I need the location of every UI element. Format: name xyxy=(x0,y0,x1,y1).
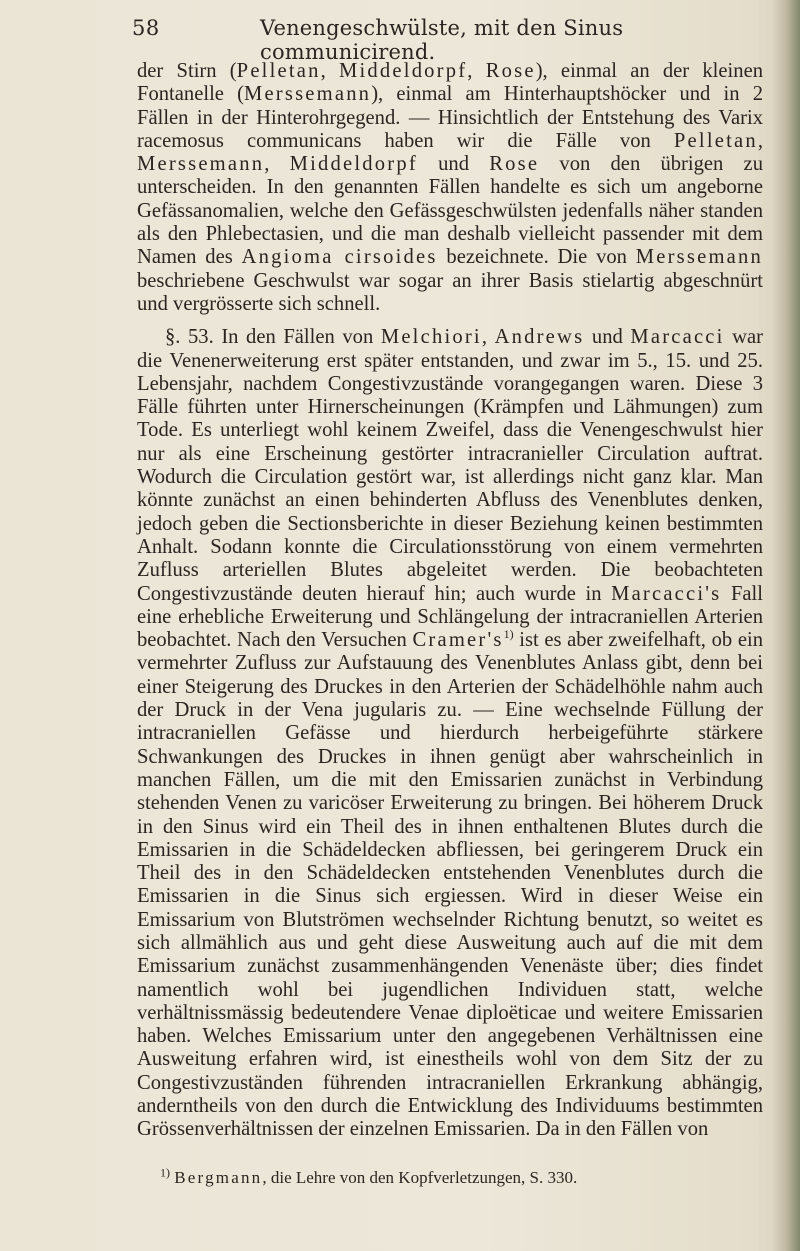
text-run: ist es aber zweifelhaft, ob ein vermehrter Zufluss zur Aufstauung des Venenblutes Anlass gibt, denn bei einer Steigerung des Druckes in den Arterien der Schädelhöhle nahm auch der Druck in der Vena jugularis zu. — Eine wechselnde Füllung der intracraniellen Gefässe und hierdurch herbeigeführte stärkere Schwankungen des Druckes in ihnen genügt aber wahrscheinlich in manchen Fällen, um die mit den Emissarien zunächst in Verbindung stehenden Venen zu varicöser Erweiterung zu bringen. Bei höherem Druck in den Sinus wird ein Theil des in ihnen enthaltenen Blutes durch die Emissarien in die Schädeldecken abfliessen, bei geringerem Druck ein Theil des in den Schädeldecken entstehenden Venenblutes durch die Emissarien in die Sinus sich ergiessen. Wird in dieser Weise ein Emissarium von Blutströmen wechselnder Richtung benutzt, so weitet es sich allmählich aus und geht diese Ausweitung auch auf die mit dem Emissarium zunächst zusammenhängenden Venenäste über; dies findet namentlich wohl bei jugendlichen Individuen statt, welche verhältnissmässig bedeutendere Venae diploëticae und weitere Emissarien haben. Welches Emissarium unter den angegebenen Verhältnissen eine Ausweitung erfahren wird, ist einestheils wohl von dem Sitz der zu Congestivzuständen führenden intracraniellen Erkrankung abhängig, anderntheils von den durch die Entwicklung des Individuums bestimmten Grössenverhältnissen der einzelnen Emissarien. Da in den Fällen von xyxy=(137,629,763,1141)
author-name: Rose xyxy=(489,153,540,176)
author-name: Pelletan xyxy=(673,129,758,152)
term-emphasis: Angioma cirsoides xyxy=(241,246,438,269)
text-run: , xyxy=(467,60,486,82)
text-run: ), einmal an der kleinen Fontanelle ( xyxy=(137,60,764,106)
text-run: und xyxy=(417,153,490,176)
running-head: Venengeschwülste, mit den Sinus communicirend. xyxy=(260,16,624,64)
page-header xyxy=(132,16,752,64)
author-name: Middeldorpf xyxy=(289,153,418,176)
author-name: Andrews xyxy=(494,326,585,349)
text-run: , xyxy=(320,60,339,82)
text-run: war die Venenerweiterung erst später entstanden, und zwar im 5., 15. und 25. Lebensjahr, nachdem Congestivzustände vorangegangen waren. Diese 3 Fälle führten unter Hirnerscheinungen (Krämpfen und Lähmungen) zum Tode. Es unterliegt wohl keinem Zweifel, dass die Venengeschwulst hier nur als eine Erscheinung gestörter intracranieller Circulation auftrat. Wodurch die Circulation gestört war, ist allerdings nicht ganz klar. Man könnte zunächst an einen behinderten Abfluss des Venenblutes denken, jedoch geben die Sectionsberichte in dieser Beziehung keinen bestimmten Anhalt. Sodann konnte die Circulationsstörung von einem vermehrten Zufluss arteriellen Blutes abgeleitet werden. Die beobachteten Congestivzustände deuten hierauf hin; auch wurde in xyxy=(137,326,763,605)
paragraph-2 xyxy=(137,326,763,1141)
text-run: bezeichnete. Die von xyxy=(437,246,636,269)
text-run: beschriebene Geschwulst war sogar an ihrer Basis stielartig abgeschnürt und vergrösserte sich schnell. xyxy=(137,269,763,315)
text-run: , xyxy=(481,326,495,349)
text-run: §. 53. In den Fällen von xyxy=(165,326,381,349)
text-run: ), einmal am Hinterhauptshöcker und in 2 Fällen in der Hinterohrgegend. — Hinsichtlich der Entstehung des Varix racemosus communicans haben wir die Fälle von xyxy=(137,83,763,152)
author-name: Melchiori xyxy=(380,326,482,349)
author-name: Merssemann xyxy=(243,83,372,106)
text-run: und xyxy=(584,326,631,349)
page-number: 58 xyxy=(132,16,160,40)
author-name: Merssemann xyxy=(635,246,763,269)
footnote-reference[interactable]: 1) xyxy=(503,627,514,642)
author-name: Pelletan xyxy=(236,60,321,82)
footnote xyxy=(160,1165,760,1188)
text-run: , xyxy=(757,129,763,152)
paragraph-1 xyxy=(137,60,763,316)
author-name: Merssemann xyxy=(137,153,265,176)
author-name: Cramer's xyxy=(412,629,504,652)
body-text xyxy=(137,60,763,1142)
footnote-text: , die Lehre von den Kopfverletzungen, S. 330. xyxy=(262,1168,578,1187)
text-run: , xyxy=(264,153,290,176)
footnote-author: Bergmann xyxy=(174,1168,263,1187)
page-edge-shadow xyxy=(772,0,800,1251)
text-run: der Stirn ( xyxy=(137,60,237,82)
author-name: Marcacci's xyxy=(611,582,722,605)
author-name: Rose xyxy=(485,60,536,82)
text-run: Fall eine erhebliche Erweiterung und Schlängelung der intracraniellen Arterien beobachtet. Nach den Versuchen xyxy=(137,582,763,652)
author-name: Middeldorpf xyxy=(339,60,468,82)
text-run: von den übrigen zu unterscheiden. In den genannten Fällen handelte es sich um angeborne Gefässanomalien, welche den Gefässgeschwülsten jedenfalls näher standen als den Phlebectasien, und die man deshalb vielleicht passender mit dem Namen des xyxy=(137,153,763,269)
footnote-mark: 1) xyxy=(160,1165,170,1180)
author-name: Marcacci xyxy=(630,326,725,349)
